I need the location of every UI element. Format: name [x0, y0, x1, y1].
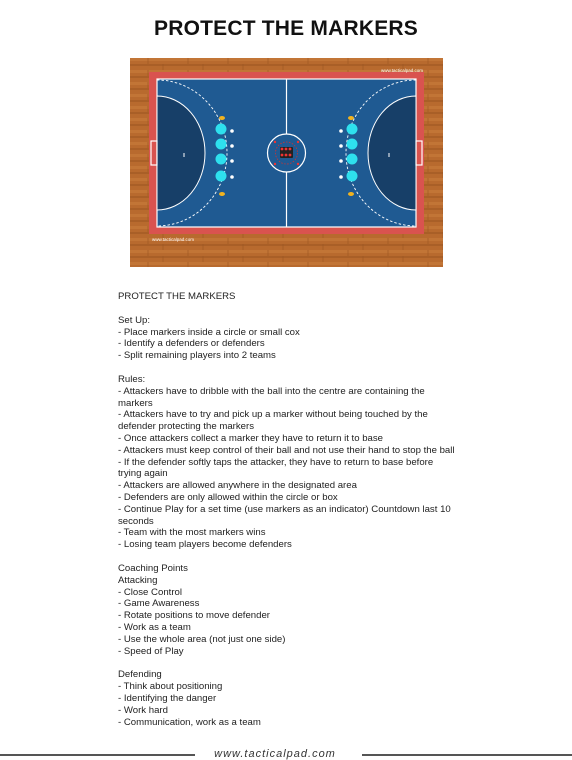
coaching-heading: Coaching Points [118, 562, 188, 574]
court-diagram [130, 58, 443, 267]
ball [230, 144, 234, 148]
rules-item: - Continue Play for a set time (use markers as an indicator) Countdown last 10 seconds [118, 503, 451, 527]
ball [339, 159, 343, 163]
attacking-item: - Rotate positions to move defender [118, 610, 270, 622]
player [347, 154, 358, 165]
setup-item: - Split remaining players into 2 teams [118, 350, 276, 362]
marker-cone [348, 116, 354, 120]
rules-item: - Attackers are allowed anywhere in the designated area [118, 480, 357, 492]
attacking-heading: Attacking [118, 574, 158, 586]
setup-item: - Place markers inside a circle or small cox [118, 326, 300, 338]
rules-item: - Attackers must keep control of their ball and not use their hand to stop the ball [118, 444, 455, 456]
watermark-bottom: www.tacticalpad.com [152, 237, 195, 242]
watermark-top: www.tacticalpad.com [380, 68, 423, 73]
rules-item: - If the defender softly taps the attacker, they have to return to base before trying again [118, 456, 434, 480]
attacking-item: - Work as a team [118, 621, 191, 633]
attacking-item: - Use the whole area (not just one side) [118, 633, 286, 645]
setup-item: - Identify a defenders or defenders [118, 338, 265, 350]
player [216, 154, 227, 165]
rules-item: - Team with the most markers wins [118, 527, 266, 539]
ball [230, 159, 234, 163]
setup-heading: Set Up: [118, 314, 150, 326]
footer-rule-left [0, 754, 195, 756]
section-heading: PROTECT THE MARKERS [118, 291, 236, 302]
drill-description [118, 291, 458, 728]
marker-cone [219, 192, 225, 196]
court-svg [130, 58, 443, 267]
ball [339, 129, 343, 133]
player [347, 124, 358, 135]
defending-item: - Think about positioning [118, 681, 223, 693]
defending-item: - Identifying the danger [118, 692, 217, 704]
ball [339, 144, 343, 148]
rules-item: - Attackers have to try and pick up a marker without being touched by the defender protecting the markers [118, 409, 428, 433]
player [347, 139, 358, 150]
ball [230, 175, 234, 179]
rules-item: - Losing team players become defenders [118, 539, 292, 551]
player [216, 124, 227, 135]
ball [339, 175, 343, 179]
footer-website[interactable]: www.tacticalpad.com [214, 748, 336, 760]
rules-item: - Defenders are only allowed within the circle or box [118, 491, 338, 503]
marker-cone [219, 116, 225, 120]
defending-heading: Defending [118, 669, 162, 681]
attacking-item: - Speed of Play [118, 645, 184, 657]
player [216, 139, 227, 150]
player [347, 171, 358, 182]
rules-item: - Attackers have to dribble with the ball into the centre are containing the markers [118, 385, 425, 409]
attacking-item: - Game Awareness [118, 598, 200, 610]
defending-item: - Communication, work as a team [118, 716, 261, 728]
player [216, 171, 227, 182]
rules-heading: Rules: [118, 373, 146, 385]
rules-item: - Once attackers collect a marker they have to return it to base [118, 432, 384, 444]
marker-cone [348, 192, 354, 196]
attacking-item: - Close Control [118, 586, 182, 598]
footer-rule-right [362, 754, 572, 756]
defending-item: - Work hard [118, 704, 168, 716]
ball [230, 129, 234, 133]
page-title: PROTECT THE MARKERS [154, 17, 418, 40]
